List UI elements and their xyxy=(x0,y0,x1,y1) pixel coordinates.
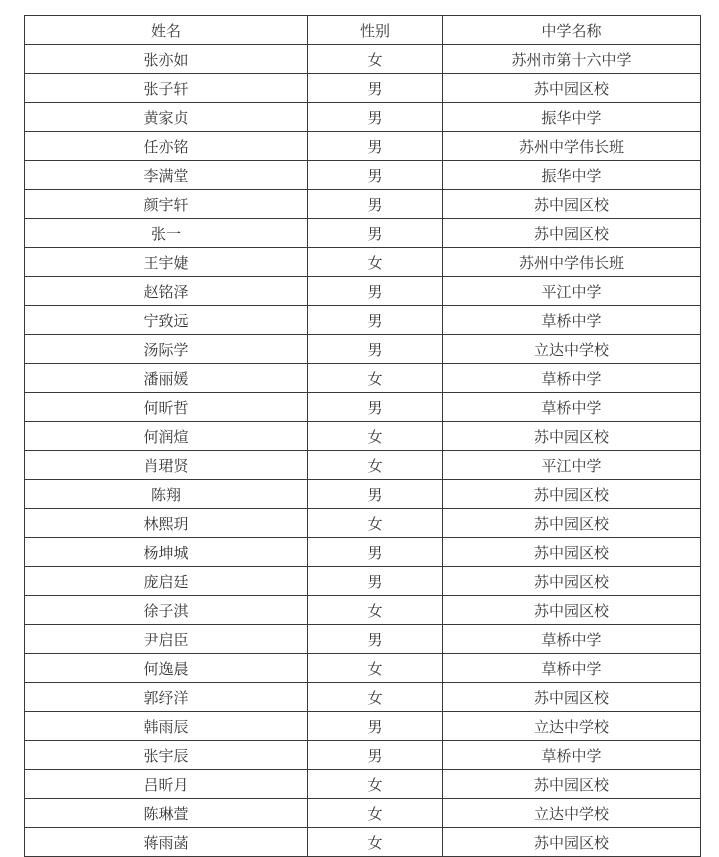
gender-cell: 女 xyxy=(308,683,443,712)
table-row xyxy=(25,625,701,654)
table-row xyxy=(25,422,701,451)
school-cell: 苏州市第十六中学 xyxy=(443,45,701,74)
gender-cell: 男 xyxy=(308,190,443,219)
name-cell: 颜宇轩 xyxy=(25,190,308,219)
table-row xyxy=(25,480,701,509)
gender-cell: 男 xyxy=(308,277,443,306)
name-cell: 何逸晨 xyxy=(25,654,308,683)
header-name: 姓名 xyxy=(25,16,308,45)
gender-cell: 女 xyxy=(308,828,443,857)
table-row xyxy=(25,335,701,364)
gender-cell: 男 xyxy=(308,567,443,596)
gender-cell: 男 xyxy=(308,712,443,741)
table-row xyxy=(25,103,701,132)
table-row xyxy=(25,538,701,567)
name-cell: 蒋雨菡 xyxy=(25,828,308,857)
name-cell: 赵铭泽 xyxy=(25,277,308,306)
name-cell: 肖珺贤 xyxy=(25,451,308,480)
school-cell: 立达中学校 xyxy=(443,335,701,364)
gender-cell: 女 xyxy=(308,770,443,799)
gender-cell: 男 xyxy=(308,480,443,509)
school-cell: 苏中园区校 xyxy=(443,190,701,219)
name-cell: 张一 xyxy=(25,219,308,248)
table-row xyxy=(25,683,701,712)
name-cell: 潘丽媛 xyxy=(25,364,308,393)
school-cell: 苏州中学伟长班 xyxy=(443,132,701,161)
gender-cell: 女 xyxy=(308,451,443,480)
gender-cell: 女 xyxy=(308,654,443,683)
gender-cell: 男 xyxy=(308,625,443,654)
gender-cell: 女 xyxy=(308,248,443,277)
gender-cell: 女 xyxy=(308,364,443,393)
school-cell: 苏中园区校 xyxy=(443,480,701,509)
table-row xyxy=(25,567,701,596)
school-cell: 草桥中学 xyxy=(443,393,701,422)
school-cell: 草桥中学 xyxy=(443,306,701,335)
school-cell: 平江中学 xyxy=(443,277,701,306)
table-row xyxy=(25,248,701,277)
school-cell: 草桥中学 xyxy=(443,625,701,654)
table-row xyxy=(25,596,701,625)
name-cell: 林熙玥 xyxy=(25,509,308,538)
name-cell: 汤际学 xyxy=(25,335,308,364)
gender-cell: 男 xyxy=(308,306,443,335)
name-cell: 韩雨辰 xyxy=(25,712,308,741)
table-row xyxy=(25,799,701,828)
school-cell: 苏中园区校 xyxy=(443,596,701,625)
table-row xyxy=(25,654,701,683)
name-cell: 何润煊 xyxy=(25,422,308,451)
name-cell: 张宇辰 xyxy=(25,741,308,770)
gender-cell: 男 xyxy=(308,103,443,132)
gender-cell: 男 xyxy=(308,741,443,770)
name-cell: 陈翔 xyxy=(25,480,308,509)
name-cell: 庞启廷 xyxy=(25,567,308,596)
school-cell: 立达中学校 xyxy=(443,712,701,741)
table-row xyxy=(25,770,701,799)
name-cell: 张子轩 xyxy=(25,74,308,103)
name-cell: 何昕哲 xyxy=(25,393,308,422)
student-table xyxy=(24,15,701,857)
gender-cell: 女 xyxy=(308,596,443,625)
school-cell: 苏州中学伟长班 xyxy=(443,248,701,277)
name-cell: 王宇婕 xyxy=(25,248,308,277)
table-row xyxy=(25,741,701,770)
gender-cell: 男 xyxy=(308,161,443,190)
table-header-row xyxy=(25,16,701,45)
name-cell: 杨坤城 xyxy=(25,538,308,567)
table-row xyxy=(25,45,701,74)
school-cell: 苏中园区校 xyxy=(443,567,701,596)
table-body xyxy=(25,45,701,857)
table-row xyxy=(25,393,701,422)
school-cell: 苏中园区校 xyxy=(443,509,701,538)
table-row xyxy=(25,190,701,219)
school-cell: 振华中学 xyxy=(443,161,701,190)
school-cell: 苏中园区校 xyxy=(443,219,701,248)
gender-cell: 女 xyxy=(308,799,443,828)
header-school: 中学名称 xyxy=(443,16,701,45)
school-cell: 草桥中学 xyxy=(443,741,701,770)
table-row xyxy=(25,828,701,857)
school-cell: 振华中学 xyxy=(443,103,701,132)
table-row xyxy=(25,161,701,190)
school-cell: 苏中园区校 xyxy=(443,538,701,567)
table-row xyxy=(25,712,701,741)
school-cell: 苏中园区校 xyxy=(443,828,701,857)
gender-cell: 男 xyxy=(308,335,443,364)
name-cell: 任亦铭 xyxy=(25,132,308,161)
header-gender: 性别 xyxy=(308,16,443,45)
school-cell: 立达中学校 xyxy=(443,799,701,828)
table-row xyxy=(25,451,701,480)
name-cell: 张亦如 xyxy=(25,45,308,74)
gender-cell: 女 xyxy=(308,422,443,451)
school-cell: 苏中园区校 xyxy=(443,770,701,799)
gender-cell: 男 xyxy=(308,219,443,248)
name-cell: 宁致远 xyxy=(25,306,308,335)
gender-cell: 男 xyxy=(308,74,443,103)
name-cell: 黄家贞 xyxy=(25,103,308,132)
school-cell: 苏中园区校 xyxy=(443,422,701,451)
table-row xyxy=(25,132,701,161)
school-cell: 草桥中学 xyxy=(443,654,701,683)
gender-cell: 女 xyxy=(308,509,443,538)
name-cell: 尹启臣 xyxy=(25,625,308,654)
name-cell: 陈琳萱 xyxy=(25,799,308,828)
table-row xyxy=(25,74,701,103)
school-cell: 草桥中学 xyxy=(443,364,701,393)
name-cell: 李满堂 xyxy=(25,161,308,190)
school-cell: 苏中园区校 xyxy=(443,74,701,103)
name-cell: 吕昕月 xyxy=(25,770,308,799)
gender-cell: 女 xyxy=(308,45,443,74)
name-cell: 郭纾洋 xyxy=(25,683,308,712)
name-cell: 徐子淇 xyxy=(25,596,308,625)
table-row xyxy=(25,509,701,538)
table-row xyxy=(25,277,701,306)
table-row xyxy=(25,306,701,335)
table-row xyxy=(25,364,701,393)
school-cell: 苏中园区校 xyxy=(443,683,701,712)
gender-cell: 男 xyxy=(308,393,443,422)
school-cell: 平江中学 xyxy=(443,451,701,480)
table-row xyxy=(25,219,701,248)
gender-cell: 男 xyxy=(308,132,443,161)
gender-cell: 男 xyxy=(308,538,443,567)
